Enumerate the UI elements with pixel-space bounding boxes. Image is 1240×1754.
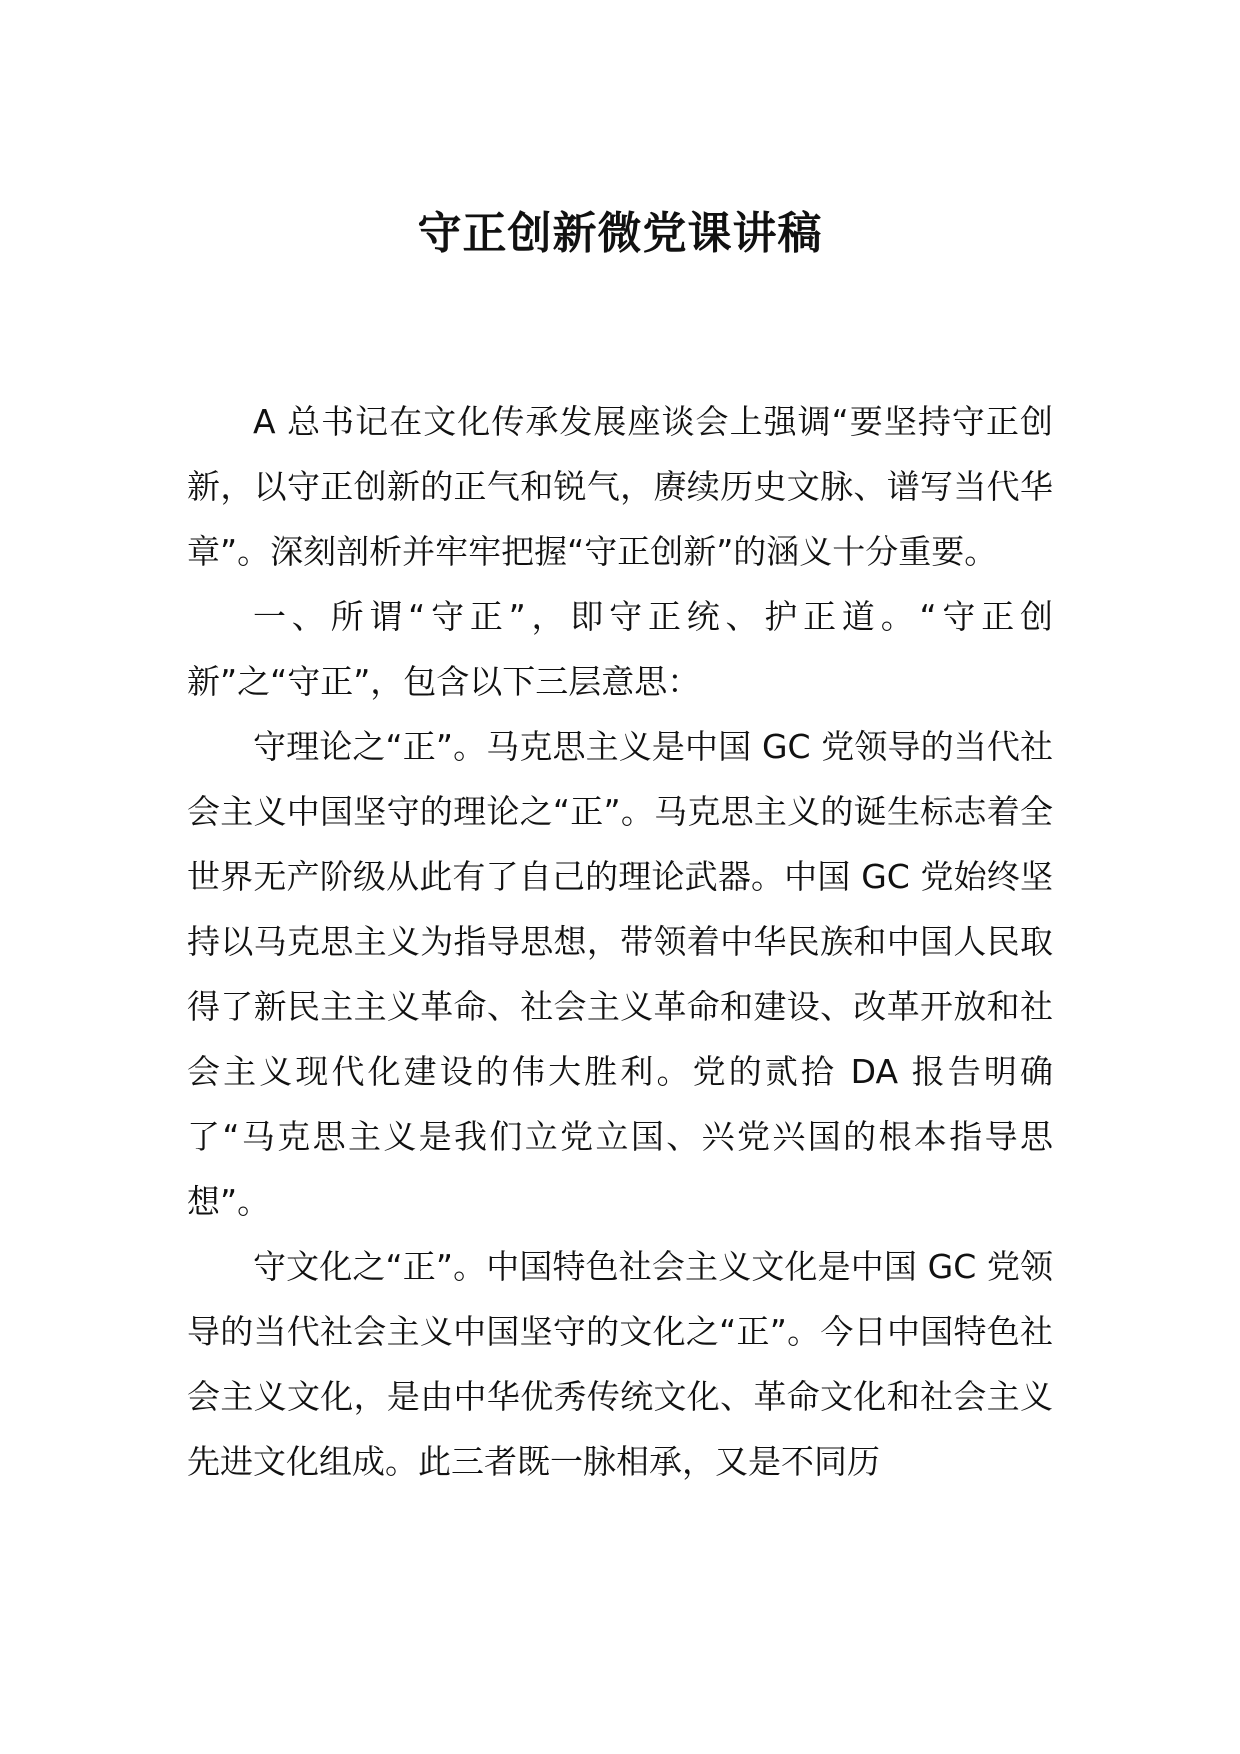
document-title: 守正创新微党课讲稿 [417,208,823,259]
paragraph-theory: 守理论之“正”。马克思主义是中国 GC 党领导的当代社会主义中国坚守的理论之“正”。马克思主义的诞生标志着全世界无产阶级从此有了自己的理论武器。中国 GC 党始终坚持以马克思主义为指导思想，带领着中华民族和中国人民取得了新民主主义革命、社会主义革命和建设、改革开放和社会主义现代化建设的伟大胜利。党的贰拾 DA 报告明确了“马克思主义是我们立党立国、兴党兴国的根本指导思想”。 [187,727,1053,1221]
paragraph-culture: 守文化之“正”。中国特色社会主义文化是中国 GC 党领导的当代社会主义中国坚守的文化之“正”。今日中国特色社会主义文化，是由中华优秀传统文化、革命文化和社会主义先进文化组成。此三者既一脉相承，又是不同历 [187,1247,1053,1481]
paragraph-intro: A 总书记在文化传承发展座谈会上强调“要坚持守正创新，以守正创新的正气和锐气，赓续历史文脉、谱写当代华章”。深刻剖析并牢牢把握“守正创新”的涵义十分重要。 [187,402,1053,571]
document-body [187,389,1053,1494]
paragraph-section-one: 一、所谓“守正”，即守正统、护正道。“守正创新”之“守正”，包含以下三层意思： [187,597,1053,701]
